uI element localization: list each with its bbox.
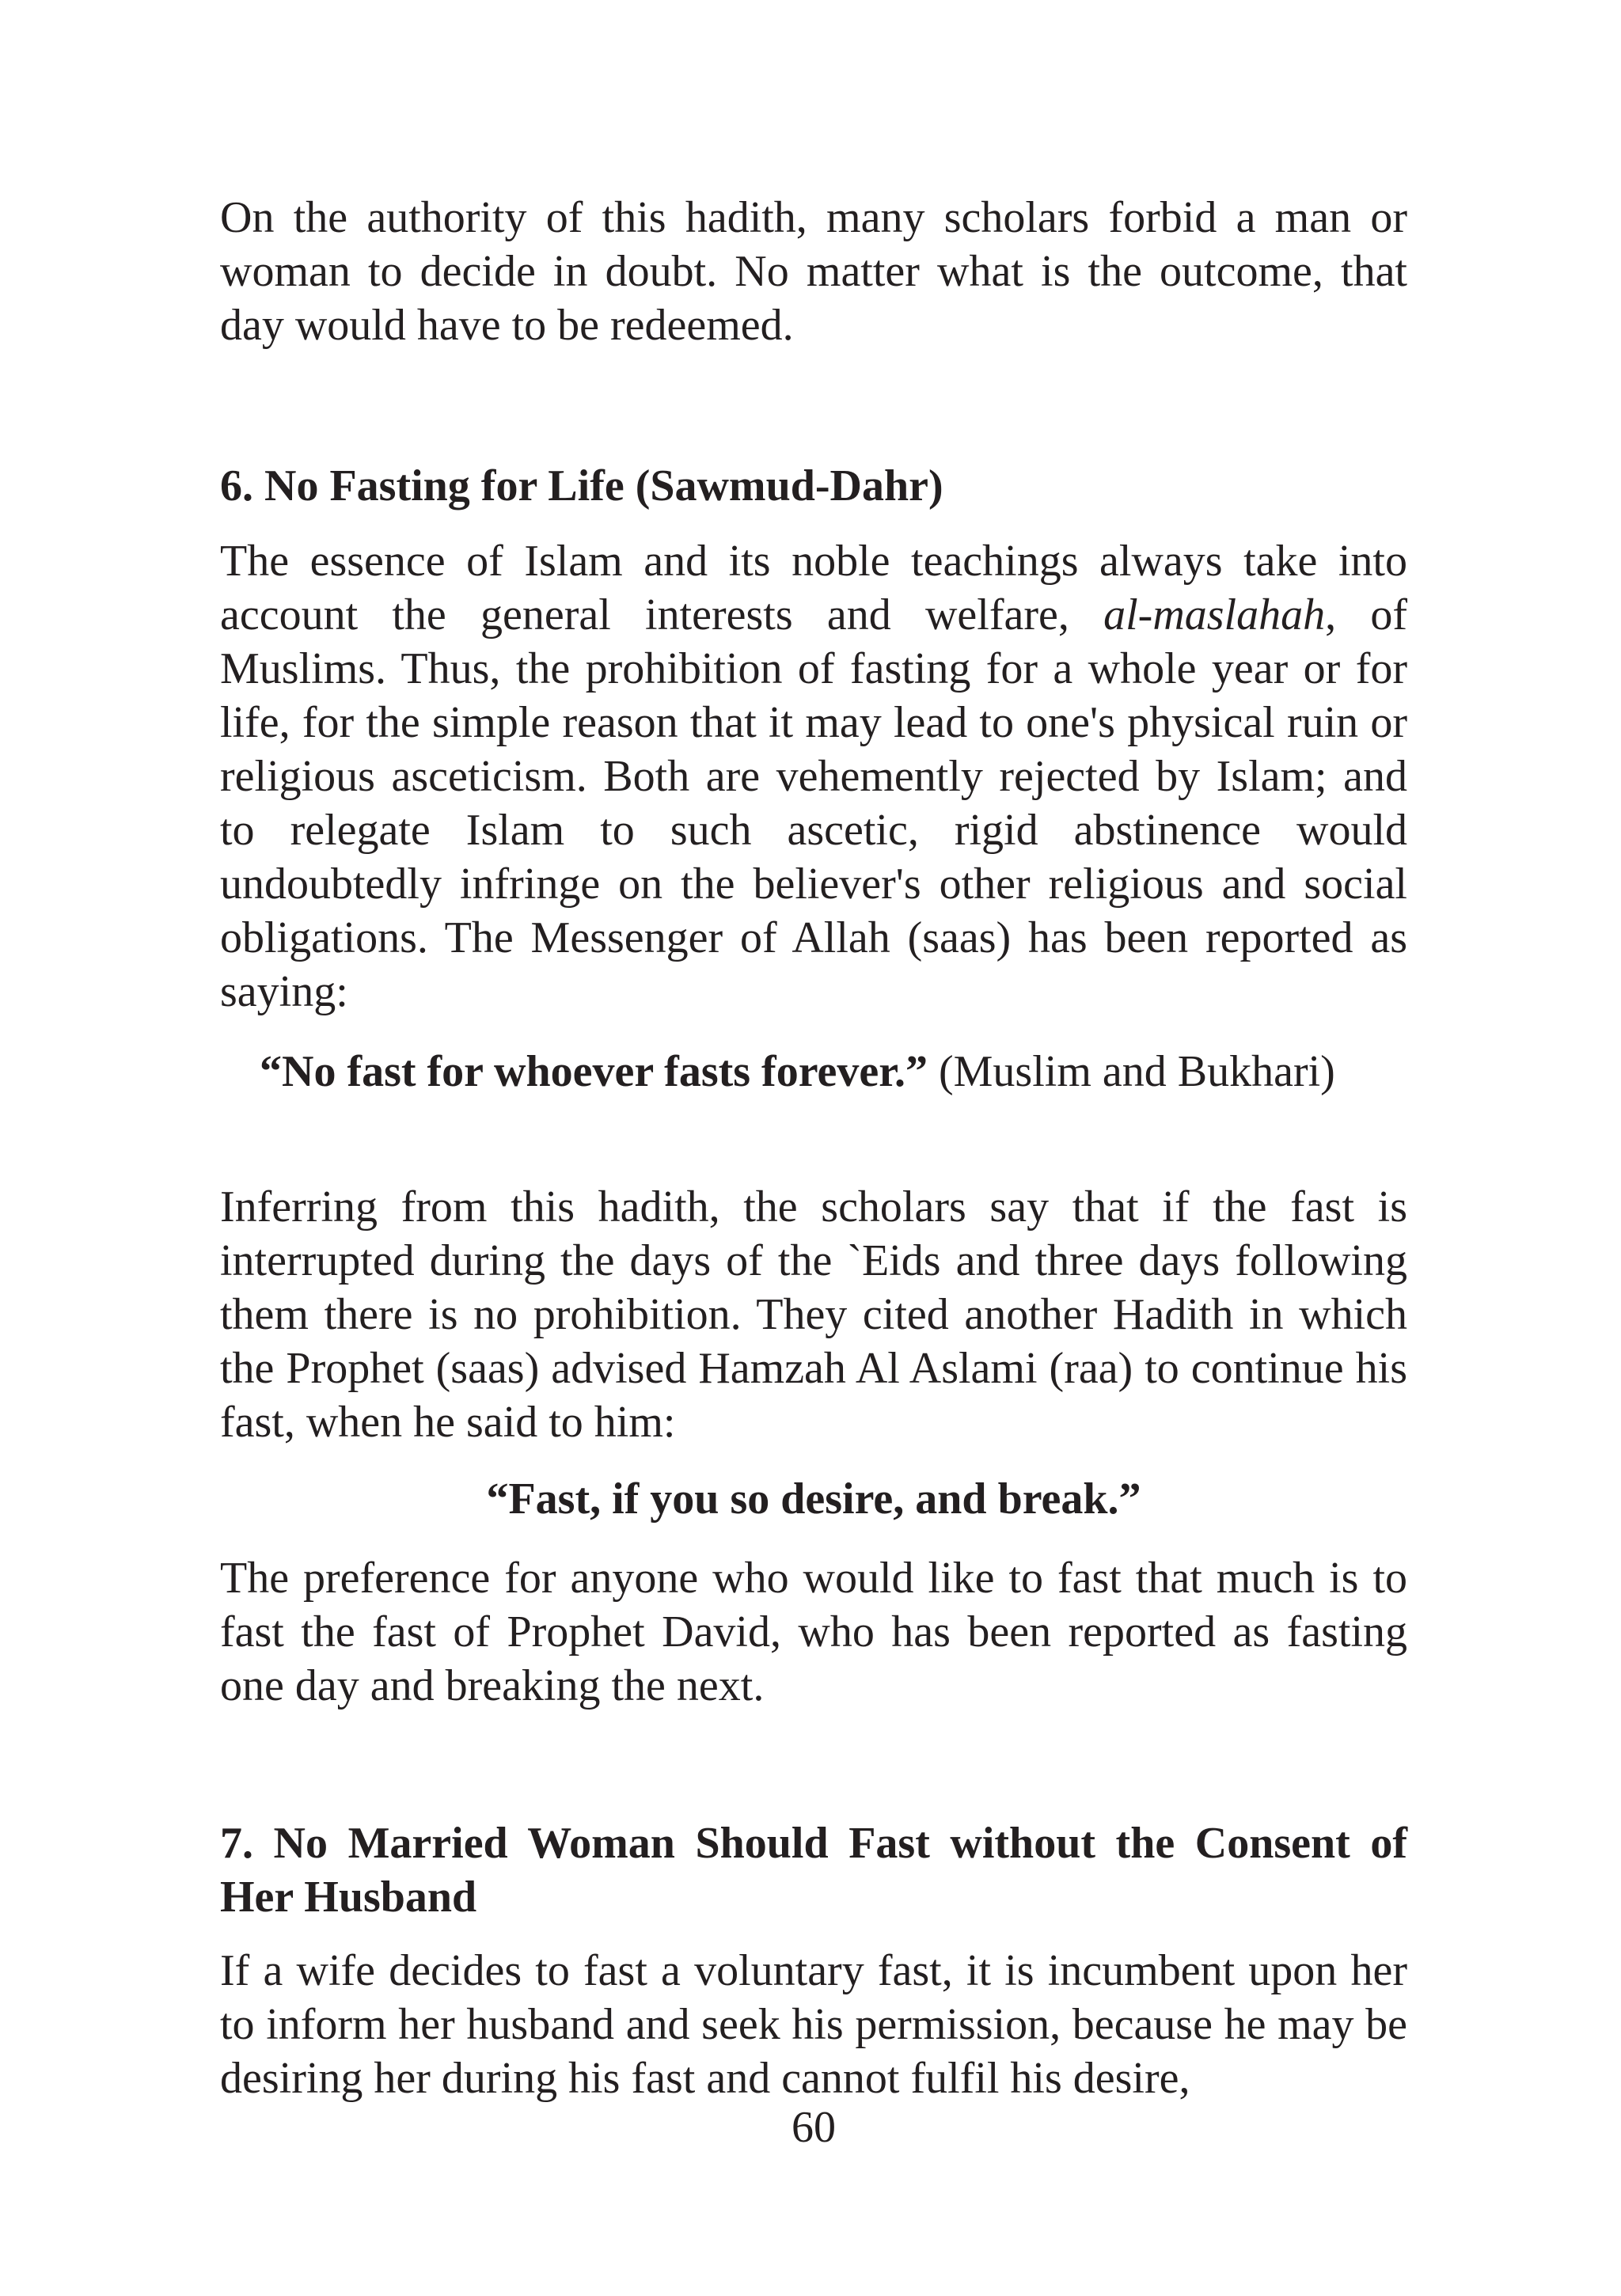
intro-paragraph: On the authority of this hadith, many scholars forbid a man or woman to decide in doubt. No matter what is the outcome, that day would have to be redeemed. — [220, 193, 1407, 350]
paragraph-text: , of Muslims. Thus, the prohibition of fasting for a whole year or for life, for the simple reason that it may lead to one's physical ruin or religious asceticism. Both are vehemently rejected by Islam; and to relegate Islam to such ascetic, rigid abstinence would undoubtedly infringe on the believer's other religious and social obligations. The Messenger of Allah (saas) has been reported as saying: — [220, 590, 1407, 1016]
section-6-paragraph-2: Inferring from this hadith, the scholars say that if the fast is interrupted during the days of the `Eids and three days following them there is no prohibition. They cited another Hadith in which the Prophet (saas) advised Hamzah Al Aslami (raa) to continue his fast, when he said to him: — [220, 1182, 1407, 1447]
section-7-paragraph-1: If a wife decides to fast a voluntary fast, it is incumbent upon her to inform her husband and seek his permission, because he may be desiring her during his fast and cannot fulfil his desire, — [220, 1946, 1407, 2103]
hadith-quote-1 — [260, 1045, 1368, 1099]
hadith-quote-text: “No fast for whoever fasts forever.” — [260, 1047, 928, 1096]
section-6-paragraph-3: The preference for anyone who would like to fast that much is to fast the fast of Prophet David, who has been reported as fasting one day and breaking the next. — [220, 1554, 1407, 1710]
page-number: 60 — [792, 2103, 836, 2152]
maslahah-term: al-maslahah — [1103, 590, 1326, 639]
hadith-source: (Muslim and Bukhari) — [927, 1047, 1335, 1096]
section-7-heading: 7. No Married Woman Should Fast without the Consent of Her Husband — [220, 1819, 1407, 1922]
paragraph-text: The essence of Islam and its noble teachings always take into account the general interests and welfare, — [220, 537, 1407, 639]
hadith-quote-2: “Fast, if you so desire, and break.” — [486, 1474, 1141, 1524]
section-6-heading: 6. No Fasting for Life (Sawmud-Dahr) — [220, 461, 943, 510]
section-6-paragraph-1 — [220, 534, 1407, 1019]
book-page — [220, 0, 1407, 2296]
